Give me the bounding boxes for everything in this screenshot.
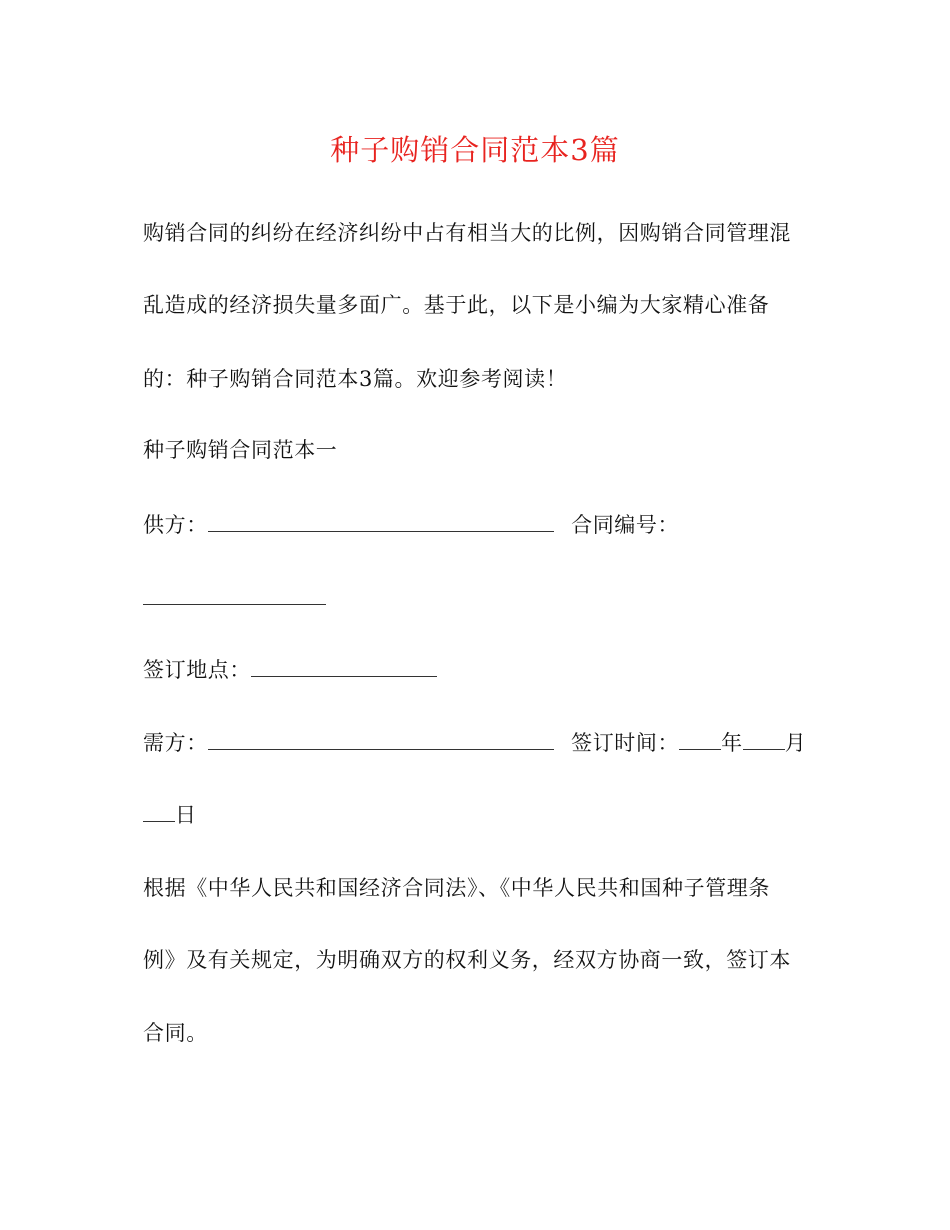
intro-line-2: 乱造成的经济损失量多面广。基于此，以下是小编为大家精心准备	[143, 293, 770, 317]
day-label: 日	[175, 803, 197, 827]
supplier-row	[143, 510, 679, 540]
year-label: 年	[721, 731, 743, 755]
sign-time-label: 签订时间：	[571, 731, 680, 755]
sign-month-field[interactable]	[743, 729, 785, 750]
contract-number-field[interactable]	[143, 584, 326, 605]
intro-line-3: 的：种子购销合同范本3篇。欢迎参考阅读！	[143, 367, 568, 391]
sign-day-row	[143, 800, 197, 830]
buyer-row	[143, 728, 806, 758]
buyer-field[interactable]	[208, 729, 554, 750]
supplier-field[interactable]	[208, 511, 554, 532]
page-title: 种子购销合同范本3篇	[330, 133, 620, 167]
sign-place-label: 签订地点：	[143, 658, 251, 682]
body-line-2: 例》及有关规定，为明确双方的权利义务，经双方协商一致，签订本	[143, 948, 791, 972]
sign-place-field[interactable]	[251, 656, 437, 677]
sign-day-field[interactable]	[143, 801, 175, 822]
section-heading: 种子购销合同范本一	[143, 438, 338, 462]
sign-place-row	[143, 655, 437, 685]
body-line-3: 合同。	[143, 1021, 208, 1045]
intro-line-1: 购销合同的纠纷在经济纠纷中占有相当大的比例，因购销合同管理混	[143, 221, 791, 245]
supplier-label: 供方：	[143, 513, 208, 537]
contract-number-label: 合同编号：	[571, 513, 680, 537]
contract-number-row	[143, 583, 326, 613]
buyer-label: 需方：	[143, 731, 208, 755]
body-line-1: 根据《中华人民共和国经济合同法》、《中华人民共和国种子管理条	[143, 876, 770, 900]
sign-year-field[interactable]	[679, 729, 721, 750]
month-label: 月	[784, 731, 807, 755]
